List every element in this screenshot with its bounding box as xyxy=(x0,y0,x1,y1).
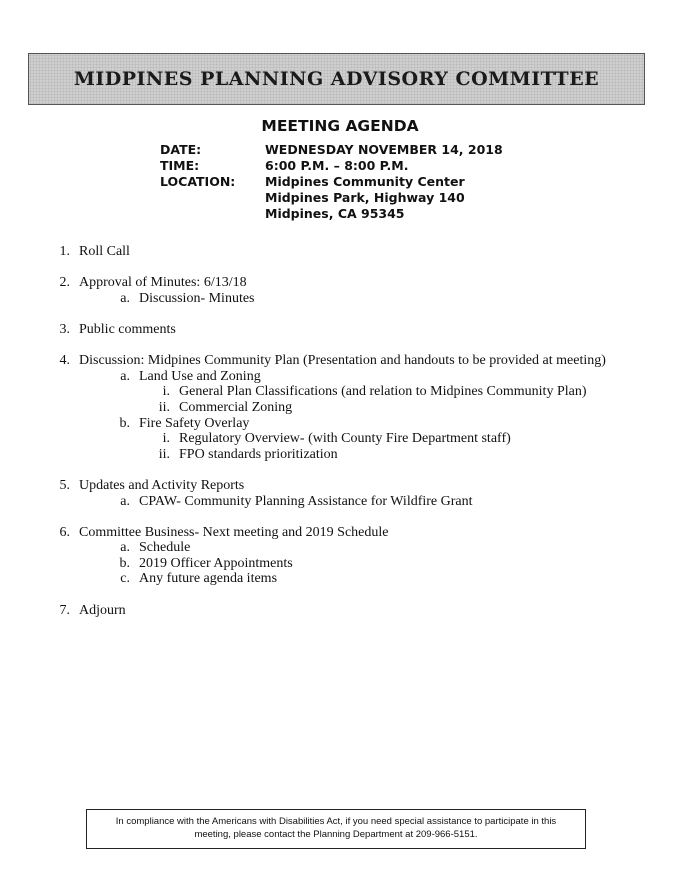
item-text: Committee Business- Next meeting and 2019 Schedule xyxy=(79,524,389,540)
ada-notice-line: meeting, please contact the Planning Department at 209-966-5151. xyxy=(194,829,478,840)
meta-label xyxy=(160,206,265,222)
sub-sub-item-text: FPO standards prioritization xyxy=(179,446,338,462)
sub-sub-item-text: Commercial Zoning xyxy=(179,399,293,415)
meta-value: Midpines Park, Highway 140 xyxy=(265,190,465,205)
sub-sub-item-marker: ii. xyxy=(158,446,170,462)
agenda-item-row xyxy=(0,478,680,494)
agenda-item xyxy=(0,353,680,462)
sub-sub-item xyxy=(0,431,680,447)
item-number: 6. xyxy=(59,524,70,540)
item-spacer xyxy=(0,338,680,354)
sub-item-marker: b. xyxy=(119,555,130,571)
agenda-item-row xyxy=(0,322,680,338)
meta-row-date xyxy=(160,142,503,158)
item-spacer xyxy=(0,462,680,478)
meta-value: WEDNESDAY NOVEMBER 14, 2018 xyxy=(265,142,503,157)
meta-value: 6:00 P.M. – 8:00 P.M. xyxy=(265,158,409,173)
item-text: Adjourn xyxy=(79,602,126,618)
item-spacer xyxy=(0,587,680,603)
item-spacer xyxy=(0,306,680,322)
item-spacer xyxy=(0,509,680,525)
meta-row-location xyxy=(160,174,503,190)
meta-row-address xyxy=(160,190,503,206)
sub-item-text: 2019 Officer Appointments xyxy=(139,555,293,571)
meeting-details xyxy=(160,142,503,222)
sub-sub-item-marker: ii. xyxy=(158,399,170,415)
sub-item xyxy=(0,291,680,307)
meta-label: DATE: xyxy=(160,142,202,157)
item-number: 2. xyxy=(59,275,70,291)
sub-sub-item-marker: i. xyxy=(162,431,170,447)
item-text: Roll Call xyxy=(79,244,130,259)
sub-item-marker: a. xyxy=(120,493,130,509)
sub-item-marker: c. xyxy=(120,571,130,587)
sub-item-text: Schedule xyxy=(139,540,191,556)
item-number: 3. xyxy=(59,321,70,337)
meta-label: LOCATION: xyxy=(160,174,236,189)
sub-item-text: CPAW- Community Planning Assistance for Wildfire Grant xyxy=(139,493,473,509)
agenda-item xyxy=(0,244,680,260)
sub-item xyxy=(0,494,680,510)
item-number: 5. xyxy=(59,477,70,493)
sub-sub-item-marker: i. xyxy=(162,384,170,400)
agenda-item-row xyxy=(0,525,680,541)
sub-item-text: Any future agenda items xyxy=(139,571,278,587)
sub-item-text: Fire Safety Overlay xyxy=(139,415,250,431)
item-text: Updates and Activity Reports xyxy=(79,477,245,493)
meta-value: Midpines, CA 95345 xyxy=(265,206,405,221)
header-banner xyxy=(28,53,645,105)
agenda-item xyxy=(0,322,680,338)
sub-item-marker: a. xyxy=(120,540,130,556)
sub-item xyxy=(0,416,680,432)
sub-item-text: Discussion- Minutes xyxy=(139,290,255,306)
item-number: 4. xyxy=(59,353,70,369)
meta-value: Midpines Community Center xyxy=(265,174,465,189)
agenda-item-row xyxy=(0,275,680,291)
sub-item-marker: a. xyxy=(120,368,130,384)
agenda-item xyxy=(0,275,680,306)
agenda-item xyxy=(0,603,680,619)
sub-item xyxy=(0,571,680,587)
item-number: 7. xyxy=(59,602,70,618)
sub-item xyxy=(0,369,680,385)
sub-sub-item xyxy=(0,400,680,416)
item-text: Public comments xyxy=(79,321,176,337)
item-text: Discussion: Midpines Community Plan (Presentation and handouts to be provided at meeting) xyxy=(79,353,606,369)
sub-sub-item xyxy=(0,384,680,400)
sub-item-marker: b. xyxy=(119,415,130,431)
ada-notice-line: In compliance with the Americans with Disabilities Act, if you need special assistance to participate in this xyxy=(115,816,557,827)
agenda-item xyxy=(0,478,680,509)
sub-item xyxy=(0,556,680,572)
item-text: Approval of Minutes: 6/13/18 xyxy=(79,275,247,291)
meta-row-time xyxy=(160,158,503,174)
agenda-item-row xyxy=(0,353,680,369)
ada-notice xyxy=(86,809,586,849)
committee-title: MIDPINES PLANNING ADVISORY COMMITTEE xyxy=(73,68,600,90)
meta-row-city xyxy=(160,206,503,222)
meta-label xyxy=(160,190,265,206)
sub-sub-item xyxy=(0,447,680,463)
meta-label: TIME: xyxy=(160,158,200,173)
sub-sub-item-text: Regulatory Overview- (with County Fire Department staff) xyxy=(179,431,511,447)
item-spacer xyxy=(0,260,680,276)
agenda-list xyxy=(0,244,680,618)
sub-item-text: Land Use and Zoning xyxy=(139,368,261,384)
sub-item-marker: a. xyxy=(120,290,130,306)
agenda-item xyxy=(0,525,680,587)
agenda-item-row xyxy=(0,244,680,260)
item-number: 1. xyxy=(59,244,70,259)
sub-sub-item-text: General Plan Classifications (and relation to Midpines Community Plan) xyxy=(179,384,587,400)
agenda-item-row xyxy=(0,603,680,619)
agenda-title: MEETING AGENDA xyxy=(261,117,419,135)
sub-item xyxy=(0,540,680,556)
